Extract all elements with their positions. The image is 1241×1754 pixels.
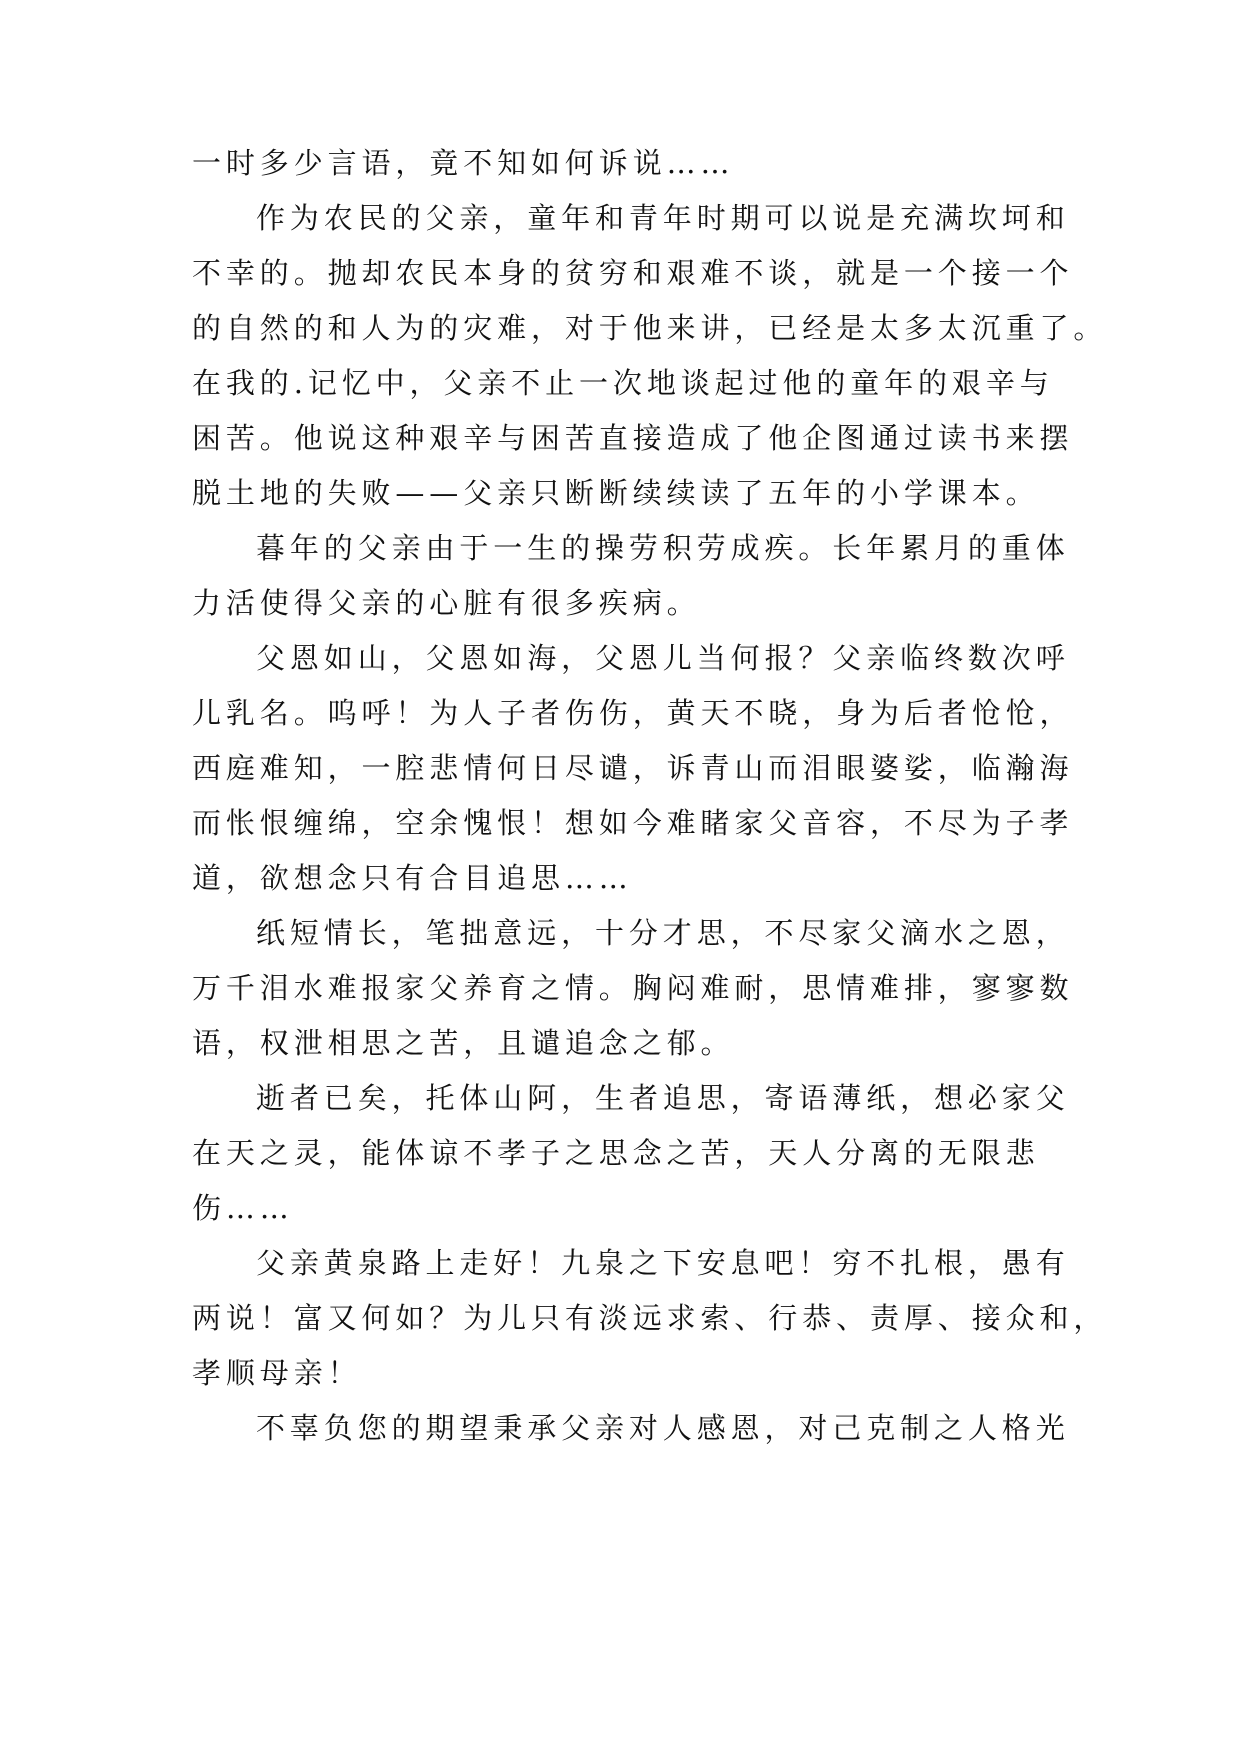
text-line: 力活使得父亲的心脏有很多疾病。 [192,586,701,620]
text-line: 一时多少言语，竟不知如何诉说…… [192,146,735,180]
text-line: 道，欲想念只有合目追思…… [192,861,633,895]
text-line: 孝顺母亲！ [192,1356,362,1390]
text-line: 困苦。他说这种艰辛与困苦直接造成了他企图通过读书来摆 [192,421,1074,455]
text-line: 两说！富又何如？为儿只有淡远求索、行恭、责厚、接众和， [192,1301,1108,1335]
text-line: 父亲黄泉路上走好！九泉之下安息吧！穷不扎根，愚有 [256,1246,1070,1280]
text-line: 的自然的和人为的灾难，对于他来讲，已经是太多太沉重了。 [192,311,1108,345]
text-line: 不幸的。抛却农民本身的贫穷和艰难不谈，就是一个接一个 [192,256,1074,290]
text-line: 在天之灵，能体谅不孝子之思念之苦，天人分离的无限悲 [192,1136,1040,1170]
text-line: 儿乳名。呜呼！为人子者伤伤，黄天不晓，身为后者怆怆， [192,696,1074,730]
text-line: 而怅恨缠绵，空余愧恨！想如今难睹家父音容，不尽为子孝 [192,806,1074,840]
text-line: 纸短情长，笔拙意远，十分才思，不尽家父滴水之恩， [256,916,1070,950]
text-line: 父恩如山，父恩如海，父恩儿当何报？父亲临终数次呼 [256,641,1070,675]
text-line: 暮年的父亲由于一生的操劳积劳成疾。长年累月的重体 [256,531,1070,565]
text-line: 在我的.记忆中，父亲不止一次地谈起过他的童年的艰辛与 [192,366,1054,400]
text-line: 脱土地的失败——父亲只断断续续读了五年的小学课本。 [192,476,1040,510]
text-line: 万千泪水难报家父养育之情。胸闷难耐，思情难排，寥寥数 [192,971,1074,1005]
text-line: 逝者已矣，托体山阿，生者追思，寄语薄纸，想必家父 [256,1081,1070,1115]
text-line: 语，权泄相思之苦，且谴追念之郁。 [192,1026,735,1060]
text-line: 伤…… [192,1191,294,1225]
text-line: 作为农民的父亲，童年和青年时期可以说是充满坎坷和 [256,201,1070,235]
text-line: 不辜负您的期望秉承父亲对人感恩，对己克制之人格光 [256,1411,1070,1445]
text-line: 西庭难知，一腔悲情何日尽谴，诉青山而泪眼婆娑，临瀚海 [192,751,1074,785]
